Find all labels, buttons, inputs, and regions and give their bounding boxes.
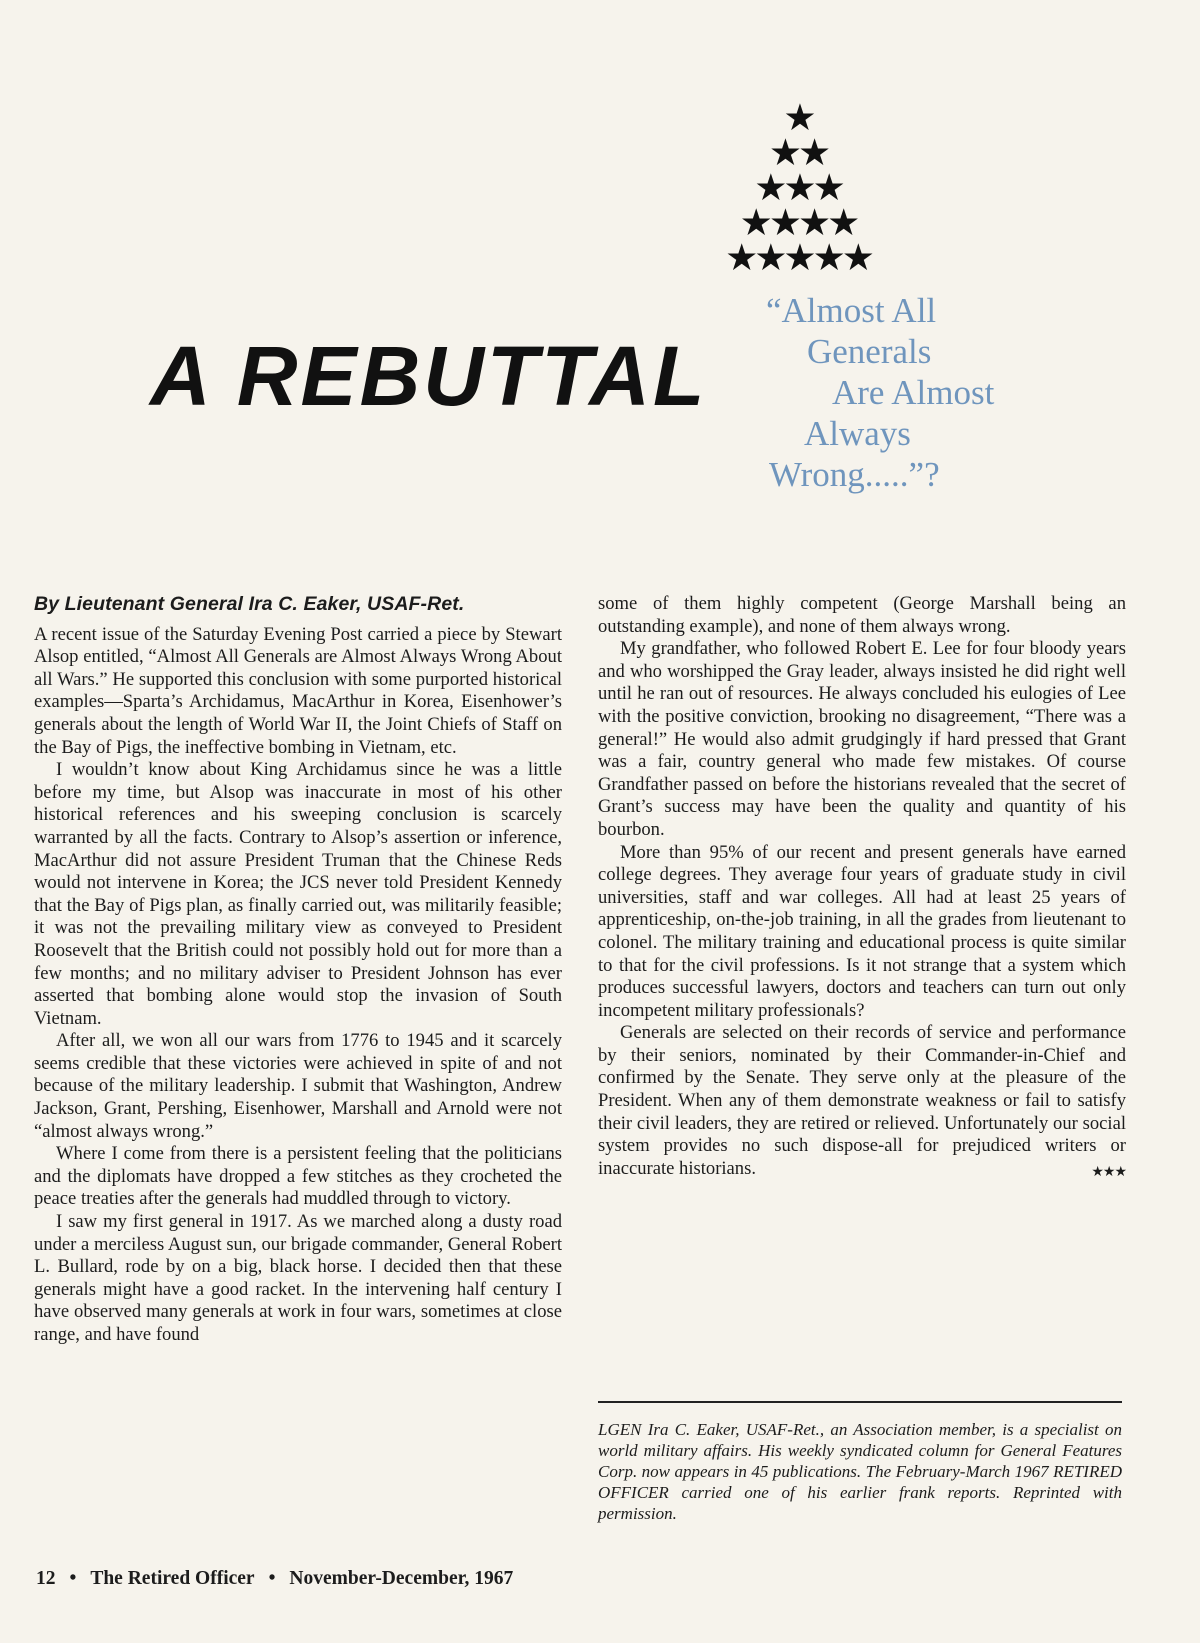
author-note: LGEN Ira C. Eaker, USAF-Ret., an Association member, is a specialist on world military affairs. His weekly syndicated column for General Features Corp. now appears in 45 publications. The February-March 1967 RETIRED OFFICER carried one of his earlier frank reports. Reprinted with permission.	[598, 1420, 1122, 1523]
pull-quote	[740, 290, 1020, 495]
headline: A REBUTTAL	[150, 329, 708, 423]
star-row-2: ★★	[768, 131, 828, 174]
paragraph: Where I come from there is a persistent feeling that the politicians and the diplomats have dropped a few stitches as they crocheted the peace treaties after the generals had muddled through to victory.	[34, 1143, 562, 1210]
article-column-left	[34, 593, 562, 1347]
page-number: 12	[36, 1568, 56, 1589]
quote-line-1: “Almost All	[766, 291, 937, 330]
issue-date: November-December, 1967	[289, 1568, 514, 1589]
byline: By Lieutenant General Ira C. Eaker, USAF-Ret.	[34, 593, 465, 615]
paragraph: I saw my first general in 1917. As we marched along a dusty road under a merciless August sun, our brigade commander, General Robert L. Bullard, rode by on a big, black horse. I decided then that these generals might have a good racket. In the intervening half century I have observed many generals at work in four wars, sometimes at close range, and have found	[34, 1211, 562, 1345]
star-row-4: ★★★★	[739, 201, 857, 244]
quote-line-4: Always	[804, 414, 911, 453]
paragraph: A recent issue of the Saturday Evening Post carried a piece by Stewart Alsop entitled, “Almost All Generals are Almost Always Wrong About all Wars.” He supported this conclusion with some purported historical examples—Sparta’s Archidamus, MacArthur in Korea, Eisenhower’s generals about the length of World War II, the Joint Chiefs of Staff on the Bay of Pigs, the ineffective bombing in Vietnam, etc.	[34, 623, 562, 758]
article-column-right	[598, 593, 1126, 1183]
final-paragraph-text: Generals are selected on their records of service and performance by their seniors, nominated by their Commander-in-Chief and confirmed by the Senate. They serve only at the pleasure of the President. When any of them demonstrate weakness or fail to satisfy their civil leaders, they are retired or relieved. Unfortunately our social system provides no such dispose-all for prejudiced writers or inaccurate historians.	[598, 1022, 1126, 1179]
star-row-1: ★	[783, 96, 813, 139]
paragraph-final	[598, 1022, 1126, 1180]
footer-bullet: •	[268, 1568, 276, 1589]
quote-line-3: Are Almost	[832, 373, 995, 412]
end-mark-stars-icon: ★★★	[1091, 1163, 1126, 1180]
paragraph: some of them highly competent (George Marshall being an outstanding example), and none of them always wrong.	[598, 593, 1126, 637]
publication-name: The Retired Officer	[90, 1568, 255, 1589]
paragraph: After all, we won all our wars from 1776 to 1945 and it scarcely seems credible that these victories were achieved in spite of and not because of the military leadership. I submit that Washington, Andrew Jackson, Grant, Pershing, Eisenhower, Marshall and Arnold were not “almost always wrong.”	[34, 1030, 562, 1142]
quote-line-5: Wrong.....”?	[769, 455, 940, 494]
star-row-3: ★★★	[754, 166, 842, 209]
author-note-divider	[598, 1401, 1122, 1403]
page-footer	[36, 1568, 513, 1590]
quote-line-2: Generals	[807, 332, 932, 371]
paragraph: I wouldn’t know about King Archidamus since he was a little before my time, but Alsop was inaccurate in most of his other historical references and his sweeping conclusion is scarcely warranted by all the facts. Contrary to Alsop’s assertion or inference, MacArthur did not assure President Truman that the Chinese Reds would not intervene in Korea; the JCS never told President Kennedy that the Bay of Pigs plan, as finally carried out, was militarily feasible; it was not the prevailing military view as conveyed to President Roosevelt that the British could not possibly hold out for more than a few months; and no military adviser to President Johnson has ever asserted that bombing alone would stop the invasion of South Vietnam.	[34, 759, 562, 1029]
paragraph: My grandfather, who followed Robert E. Lee for four bloody years and who worshipped the Gray leader, always insisted he did right well until he ran out of resources. He always concluded his eulogies of Lee with the positive conviction, brooking no disagreement, “There was a general!” He would also admit grudgingly if hard pressed that Grant was a fair, country general who made few mistakes. Of course Grandfather passed on before the historians revealed that the secret of Grant’s success may have been the quality and quantity of his bourbon.	[598, 638, 1126, 840]
star-row-5: ★★★★★	[725, 236, 871, 279]
star-pyramid-ornament	[688, 96, 908, 279]
footer-bullet: •	[69, 1568, 77, 1589]
paragraph: More than 95% of our recent and present generals have earned college degrees. They average four years of graduate study in civil universities, staff and war colleges. All had at least 25 years of apprenticeship, on-the-job training, in all the grades from lieutenant to colonel. The military training and educational process is quite similar to that for the civil professions. Is it not strange that a system which produces successful lawyers, doctors and teachers can turn out only incompetent military professionals?	[598, 841, 1126, 1021]
